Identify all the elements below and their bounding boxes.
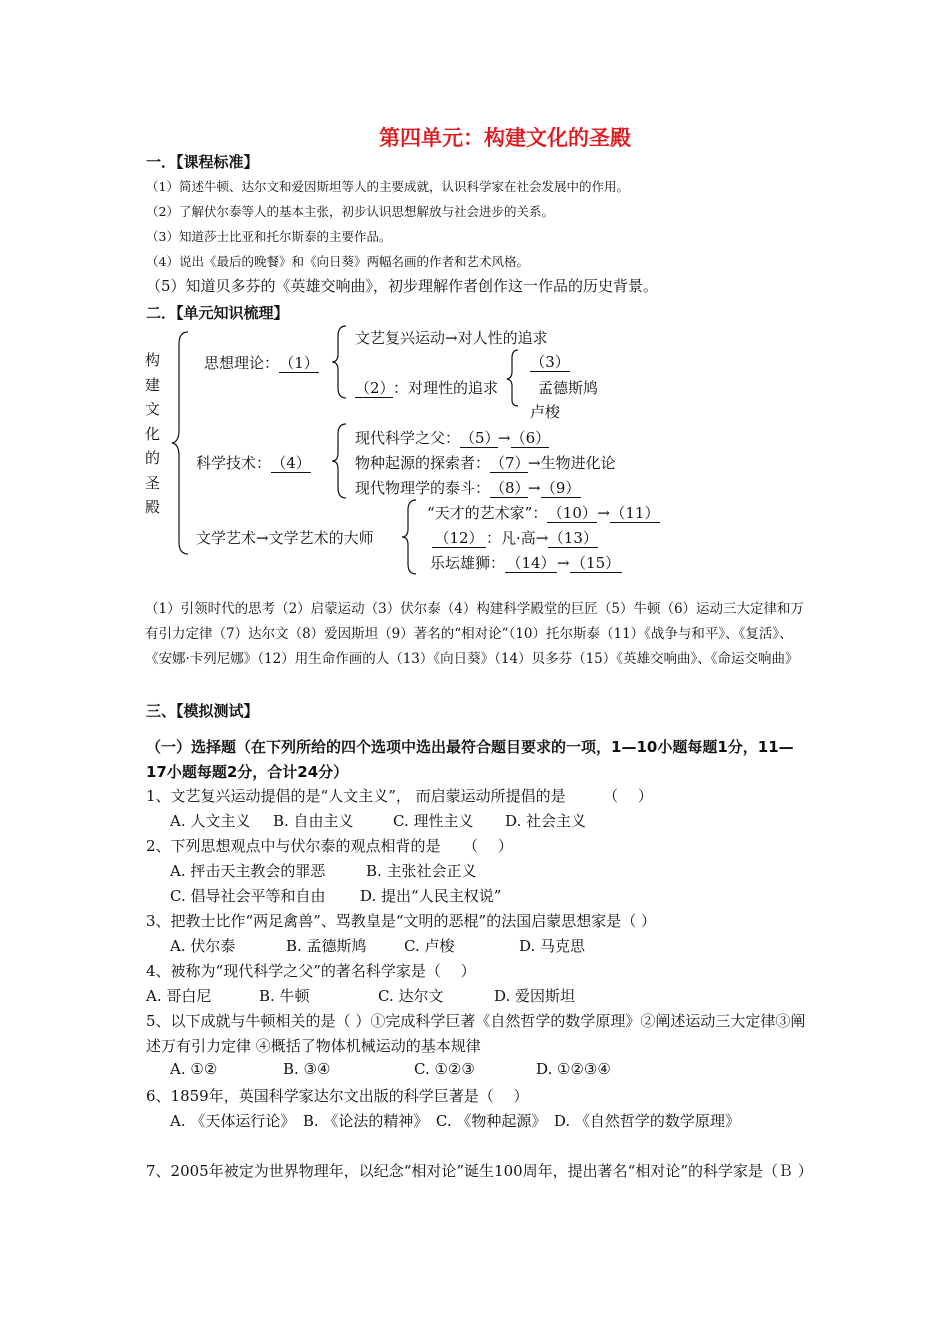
option-c[interactable]: C. 达尔文 <box>378 987 444 1005</box>
option-b[interactable]: B. 主张社会正义 <box>366 862 477 880</box>
answer-blank[interactable]: （12） <box>432 530 486 548</box>
option-a[interactable]: A. ①② <box>170 1060 218 1078</box>
section1-heading: 一．【课程标准】 <box>146 153 259 171</box>
option-d[interactable]: D. 爱因斯坦 <box>494 987 576 1005</box>
option-d[interactable]: D. 提出“人民主权说” <box>360 887 502 905</box>
science-line: 物种起源的探索者：（7）→生物进化论 <box>355 454 616 472</box>
answer-blank[interactable]: （14） <box>506 554 556 572</box>
option-a[interactable]: A. 人文主义 <box>170 812 251 830</box>
thinker: 孟德斯鸠 <box>538 379 599 397</box>
section3-heading: 三、【模拟测试】 <box>146 702 259 720</box>
option-d[interactable]: D. 马克思 <box>519 937 586 955</box>
arts-line: “天才的艺术家”：（10）→（11） <box>427 504 660 522</box>
question-stem: 7、2005年被定为世界物理年，以纪念“相对论”诞生100周年，提出著名“相对论”的科学家是（Ｂ ） <box>146 1162 813 1180</box>
option-c[interactable]: C. 卢梭 <box>404 937 455 955</box>
thinkers-brace <box>506 348 520 408</box>
option-a[interactable]: A. 哥白尼 <box>146 987 212 1005</box>
standard-item: （5）知道贝多芬的《英雄交响曲》，初步理解作者创作这一作品的历史背景。 <box>146 277 659 295</box>
science-brace <box>330 422 348 500</box>
answer-blank[interactable]: （6） <box>510 429 551 447</box>
thinker <box>530 353 570 372</box>
thought-row: 思想理论：（1） <box>204 354 319 372</box>
renaissance-line: 文艺复兴运动→对人性的追求 <box>355 329 548 347</box>
thought-brace <box>330 324 348 400</box>
question-stem: 1、文艺复兴运动提倡的是“人文主义”， 而启蒙运动所提倡的是 （ ） <box>146 787 653 805</box>
option-d[interactable]: D. ①②③④ <box>536 1060 611 1078</box>
answer-blank[interactable]: （5） <box>460 429 500 447</box>
arts-brace <box>400 498 418 576</box>
vertical-title: 构 建 文 化 的 圣 殿 <box>145 351 161 516</box>
science-row: 科学技术：（4） <box>196 454 311 472</box>
answer-blank[interactable]: （7） <box>490 454 530 472</box>
main-brace <box>170 330 190 556</box>
question-stem: 2、下列思想观点中与伏尔泰的观点相背的是 （ ） <box>146 837 513 855</box>
answer-blank[interactable]: （3） <box>530 353 570 371</box>
option-c[interactable]: C. 倡导社会平等和自由 <box>170 887 326 905</box>
standard-item: （3）知道莎士比亚和托尔斯泰的主要作品。 <box>146 229 392 244</box>
option-b[interactable]: B. 孟德斯鸠 <box>286 937 367 955</box>
answer-blank[interactable]: （4） <box>271 454 311 472</box>
enlightenment-line: （2）：对理性的追求 <box>355 379 499 397</box>
option-a[interactable]: A. 抨击天主教会的罪恶 <box>170 862 326 880</box>
option-d[interactable]: D. 社会主义 <box>505 812 587 830</box>
answer-blank[interactable]: （11） <box>610 504 660 522</box>
option-a[interactable]: A. 伏尔泰 <box>170 937 236 955</box>
option-b[interactable]: B. 牛顿 <box>259 987 310 1005</box>
option-c[interactable]: C. ①②③ <box>414 1060 475 1078</box>
answer-blank[interactable]: （10） <box>547 504 597 522</box>
option-b[interactable]: B. ③④ <box>283 1060 331 1078</box>
section2-heading: 二．【单元知识梳理】 <box>146 304 289 322</box>
answer-blank[interactable]: （15） <box>571 554 621 572</box>
options-line[interactable]: A. 《天体运行论》 B. 《论法的精神》 C. 《物种起源》 D. 《自然哲学的数学原理》 <box>170 1112 740 1130</box>
answer-blank[interactable]: （13） <box>548 529 598 547</box>
arts-line: （12） ：凡·高→（13） <box>432 527 598 548</box>
instructions: （一）选择题（在下列所给的四个选项中选出最符合题目要求的一项，1—10小题每题1分，11—17小题每题2分，合计24分） <box>146 738 794 781</box>
science-line: 现代科学之父：（5）→（6） <box>355 429 551 447</box>
thinker: 卢梭 <box>530 403 561 421</box>
question-stem: 5、以下成就与牛顿相关的是（ ）①完成科学巨著《自然哲学的数学原理》②阐述运动三大定律③阐述万有引力定律 ④概括了物体机械运动的基本规律 <box>146 1012 806 1055</box>
option-b[interactable]: B. 自由主义 <box>273 812 354 830</box>
answer-blank[interactable]: （2） <box>355 379 395 397</box>
standard-item: （2）了解伏尔泰等人的基本主张，初步认识思想解放与社会进步的关系。 <box>146 204 554 219</box>
question-stem: 4、被称为“现代科学之父”的著名科学家是（ ） <box>146 962 476 980</box>
standard-item: （1）简述牛顿、达尔文和爱因斯坦等人的主要成就，认识科学家在社会发展中的作用。 <box>146 179 629 194</box>
answer-blank[interactable]: （8） <box>490 479 530 497</box>
answer-blank[interactable]: （9） <box>540 479 581 497</box>
standard-item: （4）说出《最后的晚餐》和《向日葵》两幅名画的作者和艺术风格。 <box>146 254 529 269</box>
answer-blank[interactable]: （1） <box>279 354 319 372</box>
question-stem: 3、把教士比作“两足禽兽”、骂教皇是“文明的恶棍”的法国启蒙思想家是（ ） <box>146 912 656 930</box>
answer-key: （1）引领时代的思考（2）启蒙运动（3）伏尔泰（4）构建科学殿堂的巨匠（5）牛顿（6）运动三大定律和万有引力定律（7）达尔文（8）爱因斯坦（9）著名的“相对论”（10）托尔斯泰（11）《战争与和平》、《复活》、《安娜·卡列尼娜》（12）用生命作画的人（13）《向日葵》（14）贝多芬（15）《英雄交响曲》、《命运交响曲》 <box>145 601 805 667</box>
science-line: 现代物理学的泰斗：（8）→（9） <box>355 479 581 497</box>
page-title: 第四单元：构建文化的圣殿 <box>379 126 631 150</box>
option-c[interactable]: C. 理性主义 <box>393 812 474 830</box>
arts-line: 乐坛雄狮：（14）→（15） <box>430 554 621 572</box>
question-stem: 6、1859年，英国科学家达尔文出版的科学巨著是（ ） <box>146 1087 529 1105</box>
arts-row: 文学艺术→文学艺术的大师 <box>196 529 374 547</box>
